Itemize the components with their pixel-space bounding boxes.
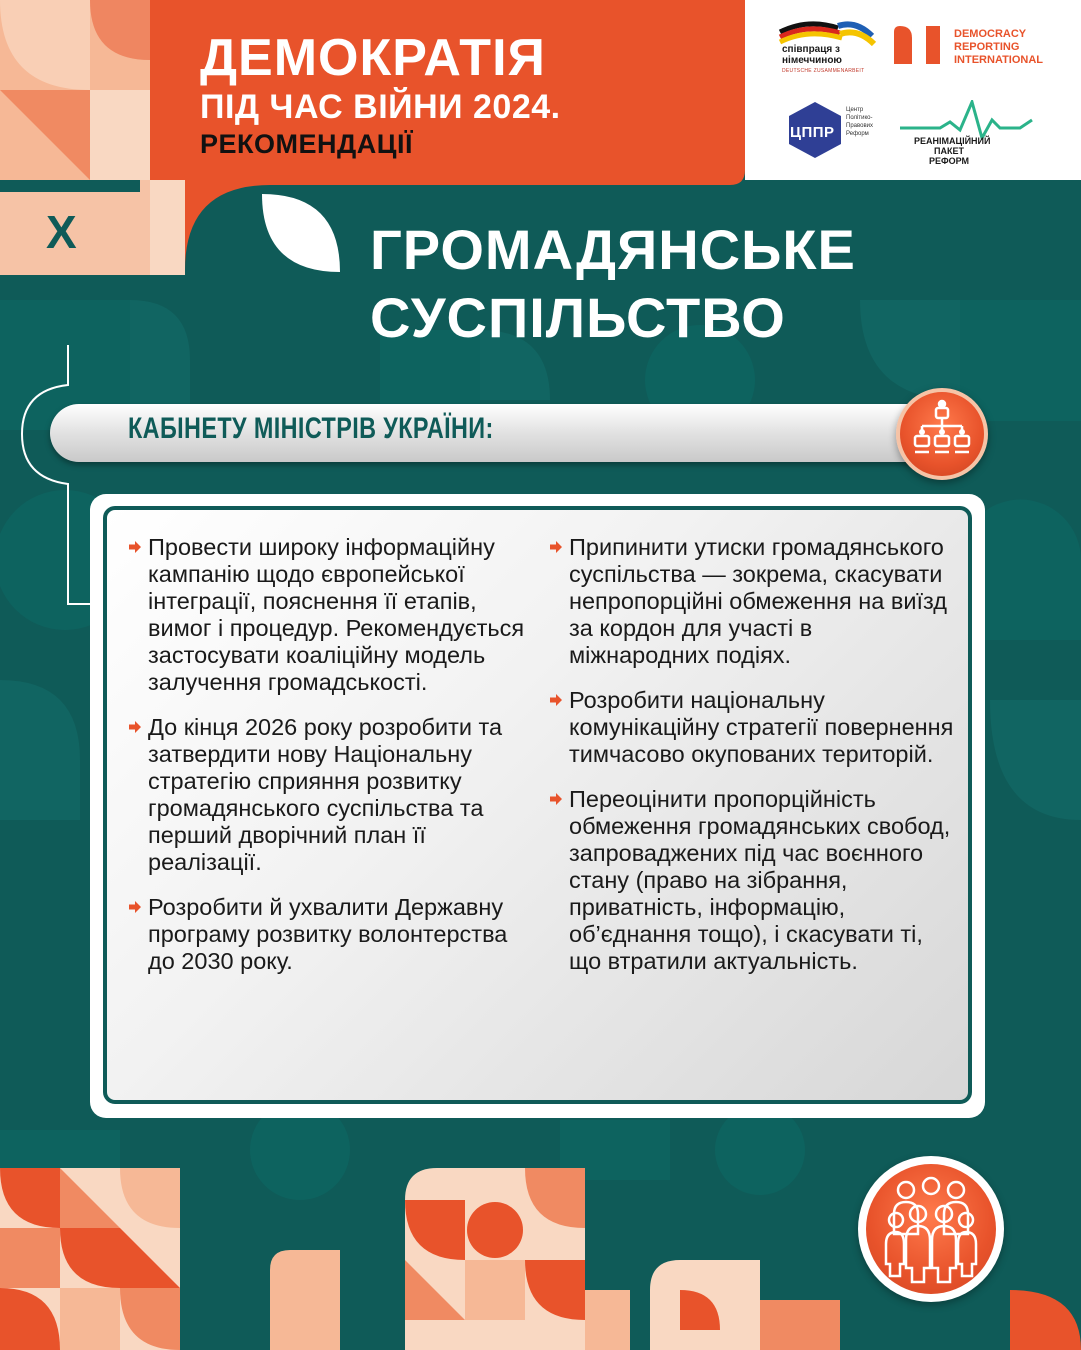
recommendation-item	[549, 534, 959, 669]
arrow-bullet-icon	[128, 540, 142, 554]
arrow-bullet-icon	[549, 792, 563, 806]
recommendations-left-column	[128, 534, 528, 993]
dri-line-2: REPORTING	[954, 41, 1020, 53]
org-structure-icon	[896, 388, 988, 480]
dri-line-3: INTERNATIONAL	[954, 54, 1044, 66]
title-line-3: РЕКОМЕНДАЦІЇ	[200, 129, 413, 159]
cppr-line-1: Центр	[846, 107, 864, 113]
recommendation-text: Переоцінити пропорційність обмеження громадянських свобод, запроваджених під час воєнного стану (право на зібрання, приватність, інформацію, об’єднання тощо), і скасувати ті, що втратили актуальність.	[569, 786, 951, 974]
addressee-label: КАБІНЕТУ МІНІСТРІВ УКРАЇНИ:	[128, 412, 494, 445]
title-line-2: ПІД ЧАС ВІЙНИ 2024.	[200, 88, 561, 126]
people-group-icon	[858, 1156, 1004, 1302]
germany-logo-line-1: співпраця з	[782, 44, 840, 55]
recommendation-item	[549, 687, 959, 768]
germany-logo-line-3: DEUTSCHE ZUSAMMENARBEIT	[782, 68, 865, 74]
cppr-line-3: Правових	[846, 123, 873, 129]
recommendation-text: До кінця 2026 року розробити та затвердити нову Національну стратегію сприяння розвитку громадянського суспільства та перший дворічний план її реалізації.	[148, 714, 503, 875]
germany-logo-line-2: німеччиною	[782, 55, 842, 66]
arrow-bullet-icon	[128, 720, 142, 734]
rpr-line-1: РЕАНІМАЦІЙНИЙ	[914, 136, 991, 146]
recommendation-text: Провести широку інформаційну кампанію щодо європейської інтеграції, пояснення її етапів, вимог і процедур. Рекомендується застосувати коаліційну модель залучення громадськості.	[148, 534, 525, 695]
cppr-abbr: ЦППР	[790, 124, 835, 141]
section-title-line-2: СУСПІЛЬСТВО	[370, 286, 786, 349]
cppr-line-4: Реформ	[846, 131, 869, 137]
title-line-1: ДЕМОКРАТІЯ	[200, 29, 546, 87]
recommendations-right-column	[549, 534, 959, 993]
section-title-line-1: ГРОМАДЯНСЬКЕ	[370, 218, 856, 281]
dri-line-1: DEMOCRACY	[954, 28, 1027, 40]
arrow-bullet-icon	[549, 540, 563, 554]
recommendation-item	[128, 894, 528, 975]
recommendation-item	[128, 534, 528, 696]
section-number: X	[46, 206, 77, 258]
recommendation-item	[128, 714, 528, 876]
recommendation-text: Розробити національну комунікаційну стратегії повернення тимчасово окупованих територій.	[569, 687, 954, 767]
cppr-line-2: Політико-	[846, 115, 873, 121]
recommendation-item	[549, 786, 959, 975]
recommendation-text: Розробити й ухвалити Державну програму розвитку волонтерства до 2030 року.	[148, 894, 508, 974]
arrow-bullet-icon	[128, 900, 142, 914]
recommendation-text: Припинити утиски громадянського суспільства — зокрема, скасувати непропорційні обмеження на виїзд за кордон для участі в міжнародних подіях.	[569, 534, 947, 668]
arrow-bullet-icon	[549, 693, 563, 707]
rpr-line-2: ПАКЕТ РЕФОРМ	[928, 146, 970, 166]
